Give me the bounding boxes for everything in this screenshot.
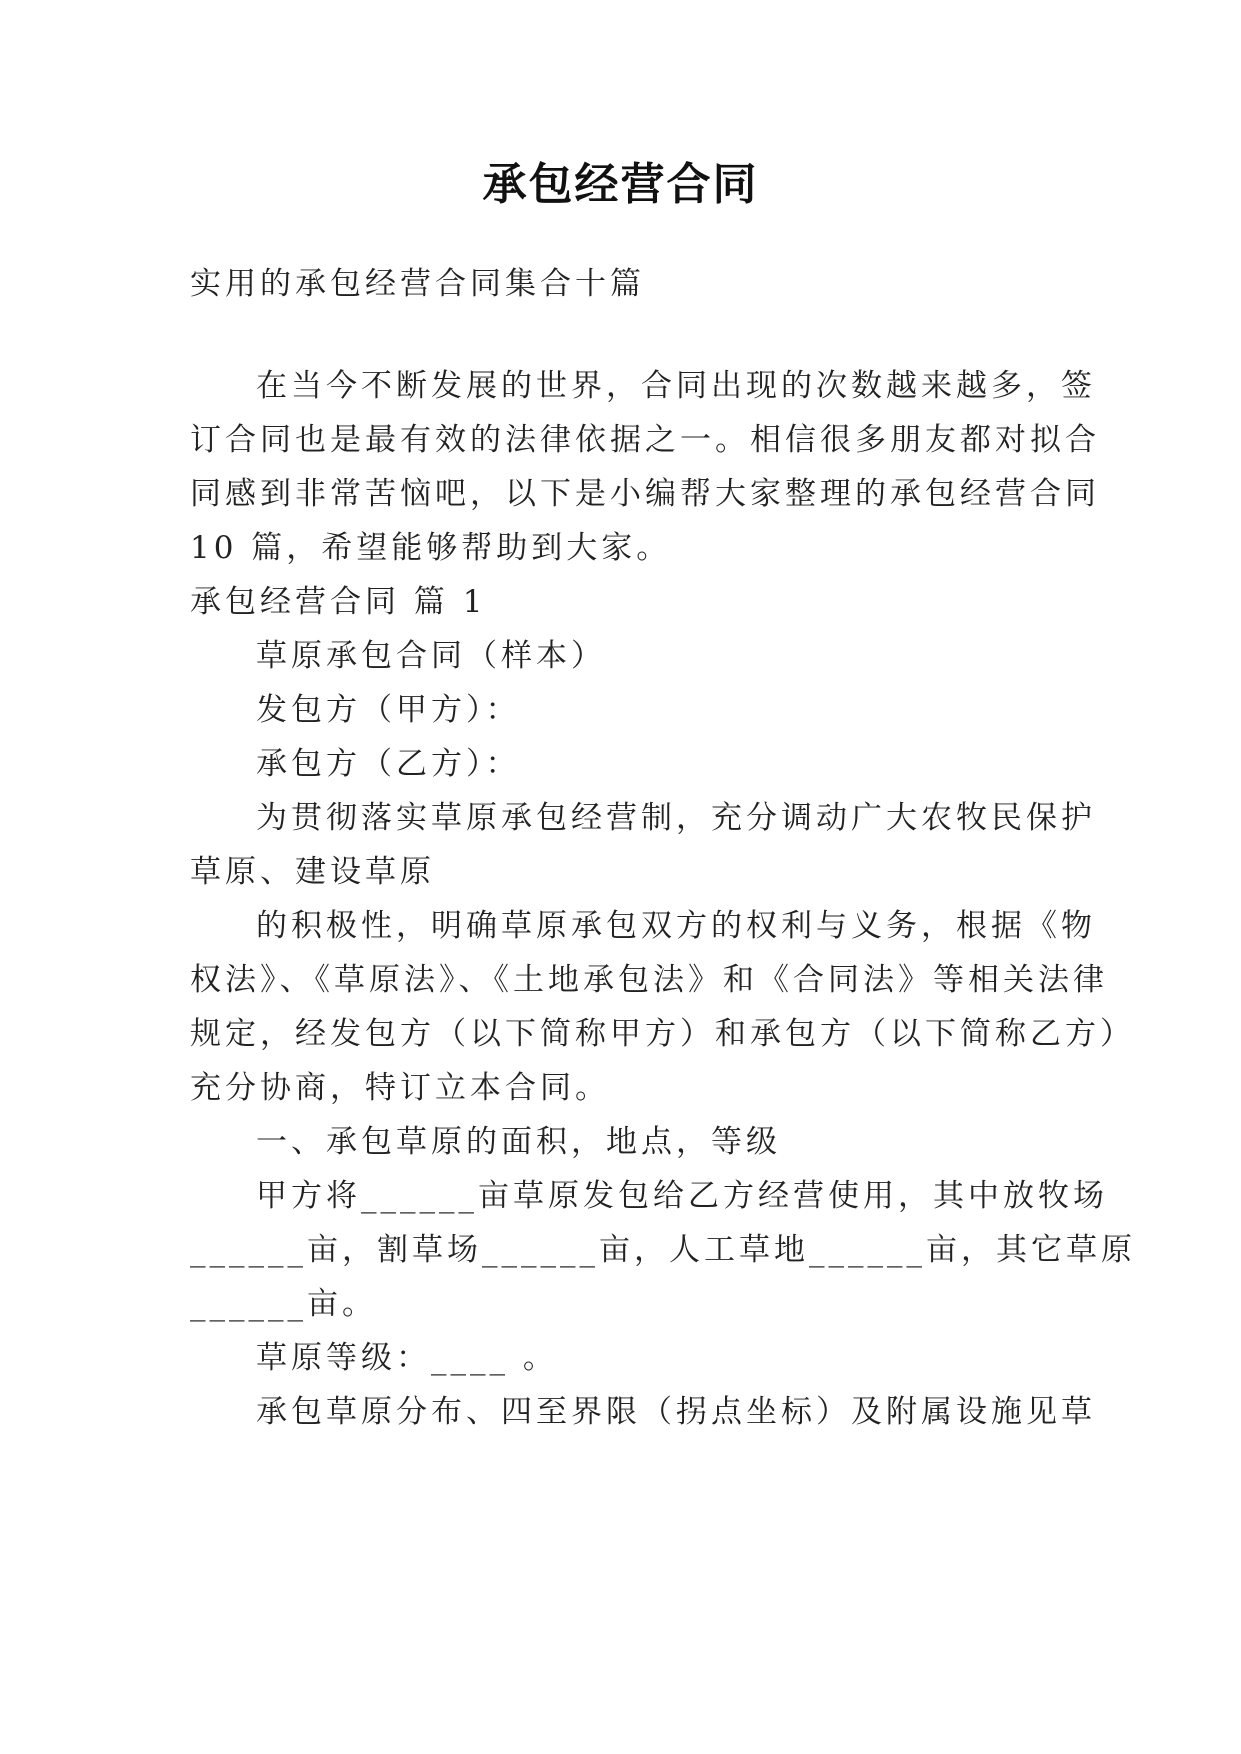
paragraph-line: ______亩，割草场______亩，人工草地______亩，其它草原 <box>190 1232 1136 1268</box>
subtitle-line: 实用的承包经营合同集合十篇 <box>190 266 645 302</box>
document-title: 承包经营合同 <box>482 159 759 210</box>
paragraph-line: ______亩。 <box>190 1286 377 1322</box>
paragraph-line: 甲方将______亩草原发包给乙方经营使用，其中放牧场 <box>256 1178 1108 1214</box>
paragraph-line: 在当今不断发展的世界，合同出现的次数越来越多，签 <box>256 368 1096 404</box>
paragraph-line: 同感到非常苦恼吧，以下是小编帮大家整理的承包经营合同 <box>190 476 1100 512</box>
paragraph-line: 为贯彻落实草原承包经营制，充分调动广大农牧民保护 <box>256 800 1096 836</box>
paragraph-line: 权法》、《草原法》、《土地承包法》和《合同法》等相关法律 <box>190 962 1108 998</box>
paragraph-line: 草原等级：____ 。 <box>256 1340 558 1376</box>
paragraph-line: 草原、建设草原 <box>190 854 435 890</box>
paragraph-line: 订合同也是最有效的法律依据之一。相信很多朋友都对拟合 <box>190 422 1100 458</box>
paragraph-line: 规定，经发包方（以下简称甲方）和承包方（以下简称乙方） <box>190 1016 1135 1052</box>
paragraph-line: 的积极性，明确草原承包双方的权利与义务，根据《物 <box>256 908 1096 944</box>
paragraph-line: 发包方（甲方）： <box>256 692 521 728</box>
section-heading: 一、承包草原的面积，地点，等级 <box>256 1124 781 1160</box>
paragraph-line: 充分协商，特订立本合同。 <box>190 1070 610 1106</box>
paragraph-line: 草原承包合同（样本） <box>256 638 606 674</box>
paragraph-line: 10 篇，希望能够帮助到大家。 <box>190 530 672 566</box>
paragraph-line: 承包方（乙方）： <box>256 746 521 782</box>
paragraph-line: 承包草原分布、四至界限（拐点坐标）及附属设施见草 <box>256 1394 1096 1430</box>
section-heading: 承包经营合同 篇 1 <box>190 584 487 620</box>
